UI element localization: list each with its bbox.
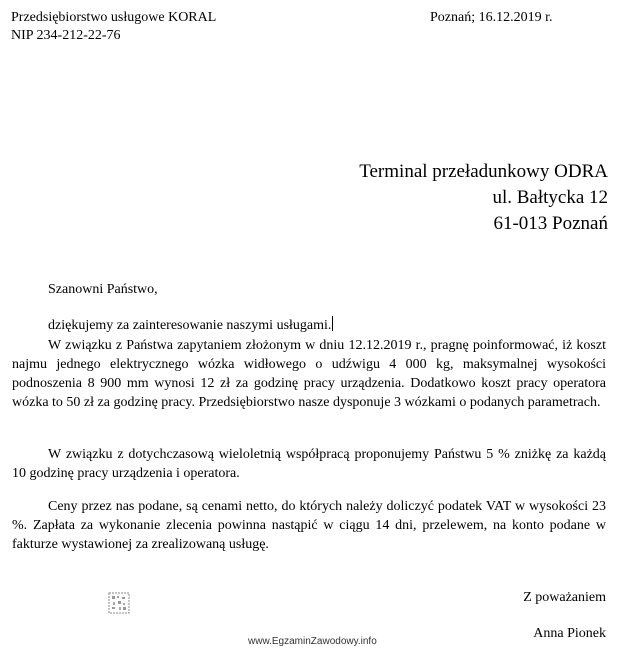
body-paragraph-2 — [12, 445, 606, 483]
recipient-street: ul. Bałtycka 12 — [492, 187, 608, 208]
sender-company: Przedsiębiorstwo usługowe KORAL — [11, 10, 217, 25]
info-stamp-icon — [108, 592, 130, 614]
footer-watermark: www.EgzaminZawodowy.info — [248, 636, 377, 647]
sender-nip: NIP 234-212-22-76 — [11, 28, 121, 43]
salutation: Szanowni Państwo, — [48, 282, 158, 297]
recipient-block — [359, 159, 608, 237]
body-p2-text: W związku z dotychczasową wieloletnią współpracą proponujemy Państwu 5 % zniżkę za każdą 10 godzinę pracy urządzenia i operatora. — [12, 447, 606, 481]
recipient-city: 61-013 Poznań — [493, 213, 608, 234]
place-date: Poznań; 16.12.2019 r. — [430, 10, 553, 25]
sender-block — [11, 9, 216, 45]
text-cursor — [332, 316, 333, 331]
thanks-line — [48, 316, 333, 334]
body-p3-text: Ceny przez nas podane, są cenami netto, do których należy doliczyć podatek VAT w wysokości 23 %. Zapłata za wykonanie zlecenia powinna nastąpić w ciągu 14 dni, przelewem, na konto podane w fakturze wystawionej za zrealizowaną usługę. — [12, 499, 606, 552]
body-p1-text: W związku z Państwa zapytaniem złożonym w dniu 12.12.2019 r., pragnę poinformować, iż koszt najmu jednego elektrycznego wózka widłowego o udźwigu 4 000 kg, maksymalnej wysokości podnoszenia 8 900 mm wynosi 12 zł za godzinę pracy urządzenia. Dodatkowo koszt pracy operatora wózka to 50 zł za godzinę pracy. Przedsiębiorstwo nasze dysponuje 3 wózkami o podanych parametrach. — [12, 338, 606, 410]
body-paragraph-1 — [12, 336, 606, 412]
signature: Anna Pionek — [533, 626, 606, 641]
thanks-text: dziękujemy za zainteresowanie naszymi usługami. — [48, 318, 332, 333]
body-paragraph-3 — [12, 497, 606, 554]
recipient-name: Terminal przeładunkowy ODRA — [359, 161, 608, 182]
closing: Z poważaniem — [523, 590, 606, 605]
